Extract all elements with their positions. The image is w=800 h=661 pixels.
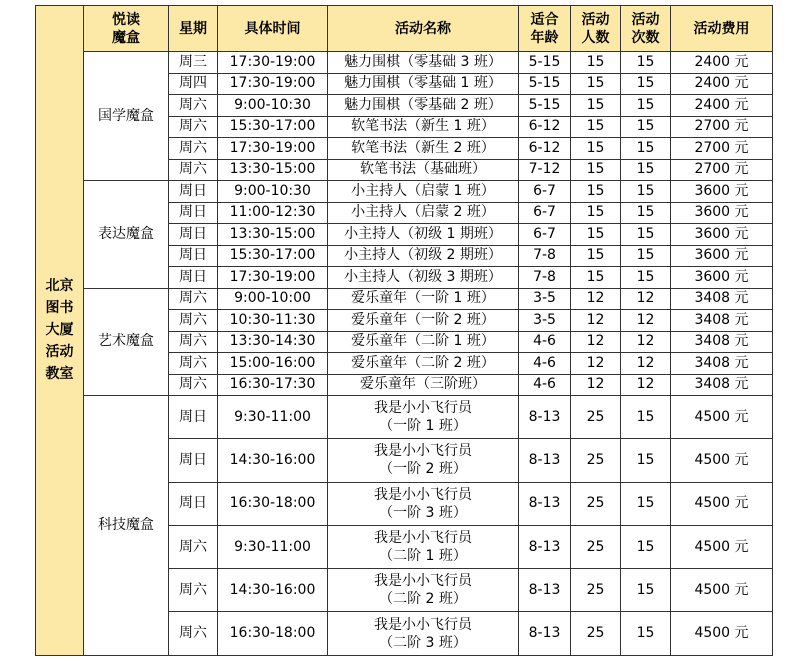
time-cell: 15:30-17:00 [218, 116, 328, 138]
table-row [36, 52, 773, 74]
age-cell: 6-12 [519, 116, 571, 138]
activity-name-sub: （一阶 3 班） [379, 504, 467, 521]
weekday-cell: 周六 [169, 288, 218, 310]
age-cell: 6-7 [519, 224, 571, 246]
activity-name-sub: （二阶 2 班） [379, 591, 467, 608]
group-name-cell: 科技魔盒 [84, 396, 169, 656]
activity-name-sub: （一阶 1 班） [379, 418, 467, 435]
time-cell: 15:30-17:00 [218, 245, 328, 267]
fee-cell: 2700 元 [671, 138, 773, 160]
header-sessions-line: 活动 [631, 11, 660, 28]
time-cell: 17:30-19:00 [218, 138, 328, 160]
weekday-cell: 周六 [169, 310, 218, 332]
time-cell: 10:30-11:30 [218, 310, 328, 332]
time-cell: 9:30-11:00 [218, 525, 328, 568]
age-cell: 8-13 [519, 525, 571, 568]
side-label-line: 教室 [45, 366, 74, 383]
people-cell: 15 [571, 116, 621, 138]
side-label-line: 活动 [45, 344, 74, 361]
fee-cell: 3600 元 [671, 224, 773, 246]
age-cell: 3-5 [519, 288, 571, 310]
fee-cell: 2400 元 [671, 73, 773, 95]
header-people-line: 活动 [581, 11, 610, 28]
time-cell: 13:30-15:00 [218, 224, 328, 246]
fee-cell: 4500 元 [671, 482, 773, 525]
people-cell: 25 [571, 396, 621, 439]
table-row [36, 288, 773, 310]
sessions-cell: 15 [621, 116, 671, 138]
age-cell: 5-15 [519, 73, 571, 95]
fee-cell: 4500 元 [671, 612, 773, 655]
sessions-cell: 15 [621, 267, 671, 289]
sessions-cell: 15 [621, 245, 671, 267]
activity-name-cell [328, 569, 519, 612]
age-cell: 7-12 [519, 159, 571, 181]
table-row [36, 181, 773, 203]
activity-name-cell: 小主持人（初级 2 期班） [328, 245, 519, 267]
header-box-line: 悦读 [112, 11, 140, 28]
header-age [519, 6, 571, 52]
weekday-cell: 周日 [169, 439, 218, 482]
sessions-cell: 15 [621, 396, 671, 439]
weekday-cell: 周六 [169, 331, 218, 353]
time-cell: 9:00-10:00 [218, 288, 328, 310]
fee-cell: 4500 元 [671, 525, 773, 568]
fee-cell: 4500 元 [671, 569, 773, 612]
header-activity-name: 活动名称 [328, 6, 519, 52]
header-people [571, 6, 621, 52]
people-cell: 12 [571, 374, 621, 396]
activity-name-cell [328, 439, 519, 482]
activity-name-cell: 魅力围棋（零基础 2 班） [328, 95, 519, 117]
activity-name-line: 我是小小飞行员 [374, 443, 472, 460]
sessions-cell: 12 [621, 310, 671, 332]
header-fee: 活动费用 [671, 6, 773, 52]
people-cell: 25 [571, 482, 621, 525]
fee-cell: 2400 元 [671, 95, 773, 117]
weekday-cell: 周六 [169, 116, 218, 138]
age-cell: 8-13 [519, 569, 571, 612]
activity-name-line: 我是小小飞行员 [374, 400, 472, 417]
header-sessions [621, 6, 671, 52]
activity-name-line: 我是小小飞行员 [374, 530, 472, 547]
age-cell: 8-13 [519, 612, 571, 655]
schedule-body [36, 6, 773, 656]
people-cell: 15 [571, 138, 621, 160]
sessions-cell: 15 [621, 138, 671, 160]
fee-cell: 3408 元 [671, 331, 773, 353]
schedule-table [35, 5, 773, 656]
people-cell: 12 [571, 331, 621, 353]
header-box [84, 6, 169, 52]
header-time: 具体时间 [218, 6, 328, 52]
fee-cell: 4500 元 [671, 396, 773, 439]
weekday-cell: 周三 [169, 52, 218, 74]
sessions-cell: 15 [621, 73, 671, 95]
time-cell: 13:30-14:30 [218, 331, 328, 353]
header-sessions-line: 次数 [631, 29, 660, 46]
time-cell: 17:30-19:00 [218, 52, 328, 74]
activity-name-cell [328, 482, 519, 525]
activity-name-cell: 魅力围棋（零基础 1 班） [328, 73, 519, 95]
header-people-line: 人数 [581, 29, 610, 46]
sessions-cell: 12 [621, 288, 671, 310]
people-cell: 25 [571, 612, 621, 655]
sessions-cell: 15 [621, 159, 671, 181]
activity-name-cell: 小主持人（启蒙 2 班） [328, 202, 519, 224]
fee-cell: 3408 元 [671, 288, 773, 310]
group-name-cell: 国学魔盒 [84, 52, 169, 181]
sessions-cell: 15 [621, 95, 671, 117]
age-cell: 5-15 [519, 95, 571, 117]
people-cell: 15 [571, 73, 621, 95]
activity-name-cell: 爱乐童年（一阶 2 班） [328, 310, 519, 332]
fee-cell: 3408 元 [671, 374, 773, 396]
people-cell: 15 [571, 267, 621, 289]
activity-name-line: 我是小小飞行员 [374, 573, 472, 590]
weekday-cell: 周六 [169, 95, 218, 117]
fee-cell: 2400 元 [671, 52, 773, 74]
weekday-cell: 周六 [169, 138, 218, 160]
header-weekday: 星期 [169, 6, 218, 52]
weekday-cell: 周日 [169, 245, 218, 267]
fee-cell: 3600 元 [671, 202, 773, 224]
activity-name-cell: 软笔书法（新生 2 班） [328, 138, 519, 160]
header-box-line: 魔盒 [112, 29, 140, 46]
activity-name-line: 我是小小飞行员 [374, 486, 472, 503]
weekday-cell: 周日 [169, 224, 218, 246]
weekday-cell: 周六 [169, 374, 218, 396]
fee-cell: 4500 元 [671, 439, 773, 482]
sessions-cell: 15 [621, 439, 671, 482]
activity-name-cell: 爱乐童年（三阶班） [328, 374, 519, 396]
fee-cell: 3600 元 [671, 181, 773, 203]
activity-name-sub: （二阶 1 班） [379, 548, 467, 565]
fee-cell: 2700 元 [671, 116, 773, 138]
side-label-line: 大厦 [45, 322, 74, 339]
side-label-line: 图书 [45, 300, 74, 317]
age-cell: 6-7 [519, 202, 571, 224]
people-cell: 15 [571, 202, 621, 224]
side-label-line: 北京 [45, 278, 74, 295]
table-row [36, 396, 773, 439]
people-cell: 12 [571, 288, 621, 310]
activity-name-line: 我是小小飞行员 [374, 616, 472, 633]
activity-name-cell: 小主持人（启蒙 1 班） [328, 181, 519, 203]
fee-cell: 3408 元 [671, 353, 773, 375]
activity-name-sub: （二阶 3 班） [379, 634, 467, 651]
time-cell: 11:00-12:30 [218, 202, 328, 224]
time-cell: 14:30-16:00 [218, 439, 328, 482]
people-cell: 12 [571, 310, 621, 332]
age-cell: 4-6 [519, 331, 571, 353]
side-label-cell [36, 6, 84, 656]
sessions-cell: 12 [621, 331, 671, 353]
age-cell: 8-13 [519, 482, 571, 525]
weekday-cell: 周六 [169, 525, 218, 568]
header-age-line: 适合 [530, 11, 559, 28]
age-cell: 5-15 [519, 52, 571, 74]
age-cell: 4-6 [519, 374, 571, 396]
group-name-cell: 表达魔盒 [84, 181, 169, 289]
weekday-cell: 周四 [169, 73, 218, 95]
time-cell: 16:30-17:30 [218, 374, 328, 396]
fee-cell: 3600 元 [671, 245, 773, 267]
sessions-cell: 12 [621, 353, 671, 375]
time-cell: 16:30-18:00 [218, 612, 328, 655]
time-cell: 13:30-15:00 [218, 159, 328, 181]
weekday-cell: 周日 [169, 267, 218, 289]
time-cell: 9:00-10:30 [218, 181, 328, 203]
activity-name-cell: 爱乐童年（一阶 1 班） [328, 288, 519, 310]
sessions-cell: 15 [621, 202, 671, 224]
group-name-cell: 艺术魔盒 [84, 288, 169, 396]
people-cell: 15 [571, 52, 621, 74]
people-cell: 15 [571, 159, 621, 181]
age-cell: 7-8 [519, 267, 571, 289]
fee-cell: 2700 元 [671, 159, 773, 181]
people-cell: 25 [571, 569, 621, 612]
weekday-cell: 周日 [169, 181, 218, 203]
time-cell: 17:30-19:00 [218, 73, 328, 95]
age-cell: 7-8 [519, 245, 571, 267]
people-cell: 15 [571, 181, 621, 203]
people-cell: 15 [571, 95, 621, 117]
people-cell: 25 [571, 525, 621, 568]
sessions-cell: 15 [621, 569, 671, 612]
time-cell: 9:30-11:00 [218, 396, 328, 439]
time-cell: 15:00-16:00 [218, 353, 328, 375]
people-cell: 12 [571, 353, 621, 375]
activity-name-cell [328, 612, 519, 655]
people-cell: 15 [571, 224, 621, 246]
people-cell: 15 [571, 245, 621, 267]
sessions-cell: 15 [621, 181, 671, 203]
age-cell: 8-13 [519, 396, 571, 439]
activity-name-sub: （一阶 2 班） [379, 461, 467, 478]
header-row [36, 6, 773, 52]
sessions-cell: 15 [621, 224, 671, 246]
sessions-cell: 15 [621, 612, 671, 655]
time-cell: 17:30-19:00 [218, 267, 328, 289]
weekday-cell: 周日 [169, 202, 218, 224]
activity-name-cell: 软笔书法（基础班） [328, 159, 519, 181]
age-cell: 8-13 [519, 439, 571, 482]
weekday-cell: 周六 [169, 159, 218, 181]
fee-cell: 3600 元 [671, 267, 773, 289]
age-cell: 6-12 [519, 138, 571, 160]
age-cell: 3-5 [519, 310, 571, 332]
weekday-cell: 周日 [169, 396, 218, 439]
activity-name-cell: 软笔书法（新生 1 班） [328, 116, 519, 138]
fee-cell: 3408 元 [671, 310, 773, 332]
activity-name-cell: 爱乐童年（二阶 2 班） [328, 353, 519, 375]
time-cell: 9:00-10:30 [218, 95, 328, 117]
age-cell: 4-6 [519, 353, 571, 375]
activity-name-cell: 魅力围棋（零基础 3 班） [328, 52, 519, 74]
time-cell: 14:30-16:00 [218, 569, 328, 612]
activity-name-cell: 小主持人（初级 3 期班） [328, 267, 519, 289]
sessions-cell: 12 [621, 374, 671, 396]
weekday-cell: 周六 [169, 569, 218, 612]
weekday-cell: 周六 [169, 353, 218, 375]
header-age-line: 年龄 [530, 29, 559, 46]
time-cell: 16:30-18:00 [218, 482, 328, 525]
people-cell: 25 [571, 439, 621, 482]
activity-name-cell [328, 396, 519, 439]
weekday-cell: 周日 [169, 482, 218, 525]
age-cell: 6-7 [519, 181, 571, 203]
activity-name-cell: 爱乐童年（二阶 1 班） [328, 331, 519, 353]
sessions-cell: 15 [621, 482, 671, 525]
activity-name-cell: 小主持人（初级 1 期班） [328, 224, 519, 246]
sessions-cell: 15 [621, 52, 671, 74]
sessions-cell: 15 [621, 525, 671, 568]
activity-name-cell [328, 525, 519, 568]
weekday-cell: 周六 [169, 612, 218, 655]
